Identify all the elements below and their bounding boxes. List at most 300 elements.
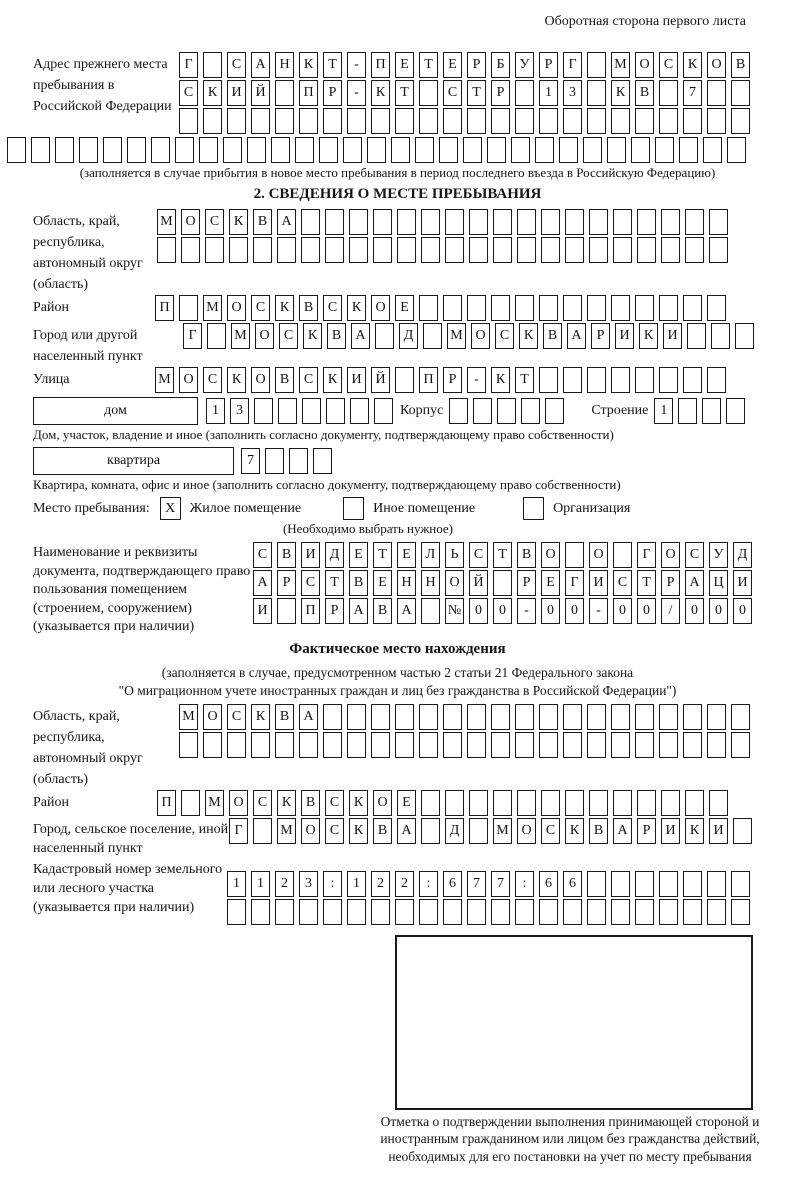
char-cell: 3: [299, 871, 318, 897]
char-cell: [545, 398, 564, 424]
char-cell: Г: [637, 542, 656, 568]
char-cell: Г: [565, 570, 584, 596]
char-cell: [395, 704, 414, 730]
char-cell: И: [615, 323, 634, 349]
cadastral-row2: [227, 899, 755, 925]
char-cell: [683, 295, 702, 321]
char-cell: М: [179, 704, 198, 730]
char-cell: [583, 137, 602, 163]
actual-city-label: Город, сельское поселение, иной населенный пункт: [33, 821, 229, 856]
char-cell: Р: [323, 80, 342, 106]
char-cell: Е: [541, 570, 560, 596]
char-cell: [635, 732, 654, 758]
char-cell: 1: [347, 871, 366, 897]
char-cell: [277, 237, 296, 263]
char-cell: [229, 237, 248, 263]
char-cell: М: [447, 323, 466, 349]
char-cell: [347, 899, 366, 925]
char-cell: [439, 137, 458, 163]
char-cell: [687, 323, 706, 349]
char-cell: А: [277, 209, 296, 235]
char-cell: [367, 137, 386, 163]
char-cell: [611, 899, 630, 925]
char-cell: В: [373, 818, 392, 844]
char-cell: :: [419, 871, 438, 897]
region-label: Область, край, республика, автономный округ (область): [33, 214, 143, 292]
char-cell: [251, 108, 270, 134]
char-cell: [278, 398, 297, 424]
char-cell: [467, 732, 486, 758]
char-cell: М: [155, 367, 174, 393]
char-cell: [421, 237, 440, 263]
char-cell: [157, 237, 176, 263]
char-cell: [275, 108, 294, 134]
char-cell: [103, 137, 122, 163]
char-cell: С: [179, 80, 198, 106]
house-row: [33, 396, 762, 426]
char-cell: [295, 137, 314, 163]
char-cell: Ц: [709, 570, 728, 596]
char-cell: Т: [515, 367, 534, 393]
char-cell: [203, 108, 222, 134]
actual-city-block: [33, 818, 762, 858]
char-cell: [227, 732, 246, 758]
char-cell: В: [543, 323, 562, 349]
char-cell: [247, 137, 266, 163]
stroenie-label: Строение: [591, 403, 649, 418]
char-cell: [563, 367, 582, 393]
char-cell: В: [373, 598, 392, 624]
char-cell: [445, 209, 464, 235]
char-cell: [181, 237, 200, 263]
char-cell: [637, 790, 656, 816]
char-cell: [702, 398, 721, 424]
char-cell: В: [301, 790, 320, 816]
char-cell: С: [659, 52, 678, 78]
char-cell: [539, 108, 558, 134]
char-cell: [637, 209, 656, 235]
char-cell: [254, 398, 273, 424]
char-cell: [275, 80, 294, 106]
char-cell: Д: [733, 542, 752, 568]
street-label: Улица: [33, 372, 70, 387]
char-cell: [395, 899, 414, 925]
char-cell: М: [157, 209, 176, 235]
char-cell: 0: [685, 598, 704, 624]
char-cell: [709, 790, 728, 816]
char-cell: К: [275, 295, 294, 321]
char-cell: [541, 237, 560, 263]
char-cell: [679, 137, 698, 163]
char-cell: [443, 704, 462, 730]
char-cell: [299, 732, 318, 758]
char-cell: С: [279, 323, 298, 349]
char-cell: [175, 137, 194, 163]
char-cell: [251, 899, 270, 925]
char-cell: [469, 237, 488, 263]
char-cell: [323, 732, 342, 758]
char-cell: №: [445, 598, 464, 624]
char-cell: [326, 398, 345, 424]
char-cell: [151, 137, 170, 163]
char-cell: [319, 137, 338, 163]
char-cell: К: [299, 52, 318, 78]
char-cell: 1: [227, 871, 246, 897]
char-cell: [539, 367, 558, 393]
char-cell: [587, 295, 606, 321]
char-cell: 3: [230, 398, 249, 424]
char-cell: [541, 209, 560, 235]
char-cell: [611, 108, 630, 134]
char-cell: [589, 209, 608, 235]
char-cell: Р: [539, 52, 558, 78]
prev-address-row1: [179, 52, 755, 78]
char-cell: [205, 237, 224, 263]
char-cell: К: [349, 790, 368, 816]
char-cell: Р: [443, 367, 462, 393]
char-cell: [421, 790, 440, 816]
char-cell: [371, 899, 390, 925]
prev-address-row2: [179, 80, 755, 106]
char-cell: К: [491, 367, 510, 393]
char-cell: [659, 871, 678, 897]
char-cell: В: [275, 367, 294, 393]
char-cell: К: [349, 818, 368, 844]
char-cell: К: [229, 209, 248, 235]
char-cell: [709, 209, 728, 235]
char-cell: [271, 137, 290, 163]
char-cell: П: [155, 295, 174, 321]
char-cell: [683, 704, 702, 730]
char-cell: [517, 790, 536, 816]
house-box-label: дом: [33, 397, 198, 425]
char-cell: 0: [637, 598, 656, 624]
district-block: [33, 295, 762, 323]
char-cell: М: [203, 295, 222, 321]
char-cell: [421, 209, 440, 235]
actual-city-row: [229, 818, 757, 844]
char-cell: [419, 732, 438, 758]
char-cell: О: [471, 323, 490, 349]
char-cell: В: [589, 818, 608, 844]
char-cell: 0: [565, 598, 584, 624]
char-cell: Р: [325, 598, 344, 624]
char-cell: К: [519, 323, 538, 349]
char-cell: [371, 732, 390, 758]
char-cell: [373, 209, 392, 235]
char-cell: [473, 398, 492, 424]
char-cell: С: [251, 295, 270, 321]
actual-location-title: Фактическое место нахождения: [289, 640, 506, 657]
char-cell: М: [493, 818, 512, 844]
char-cell: Й: [251, 80, 270, 106]
char-cell: О: [541, 542, 560, 568]
char-cell: [635, 871, 654, 897]
char-cell: [515, 732, 534, 758]
char-cell: -: [347, 52, 366, 78]
char-cell: П: [371, 52, 390, 78]
char-cell: [419, 295, 438, 321]
char-cell: Н: [275, 52, 294, 78]
char-cell: [731, 704, 750, 730]
char-cell: 7: [683, 80, 702, 106]
street-row: [155, 367, 731, 393]
char-cell: [419, 704, 438, 730]
house-note: Дом, участок, владение и иное (заполнить согласно документу, подтверждающему право собственности): [33, 427, 614, 442]
char-cell: [587, 704, 606, 730]
char-cell: К: [323, 367, 342, 393]
char-cell: Н: [397, 570, 416, 596]
char-cell: [395, 367, 414, 393]
char-cell: А: [397, 598, 416, 624]
char-cell: [493, 570, 512, 596]
char-cell: М: [611, 52, 630, 78]
char-cell: Г: [179, 52, 198, 78]
char-cell: [637, 237, 656, 263]
char-cell: К: [371, 80, 390, 106]
char-cell: [587, 871, 606, 897]
char-cell: [515, 899, 534, 925]
char-cell: О: [373, 790, 392, 816]
char-cell: К: [227, 367, 246, 393]
char-cell: С: [299, 367, 318, 393]
char-cell: [515, 704, 534, 730]
char-cell: [707, 732, 726, 758]
char-cell: [535, 137, 554, 163]
char-cell: [302, 398, 321, 424]
char-cell: [323, 704, 342, 730]
char-cell: О: [661, 542, 680, 568]
char-cell: [179, 108, 198, 134]
char-cell: [301, 237, 320, 263]
prev-address-row4: [7, 137, 762, 163]
char-cell: И: [733, 570, 752, 596]
char-cell: [7, 137, 26, 163]
char-cell: И: [227, 80, 246, 106]
apartment-box-label: квартира: [33, 447, 234, 475]
char-cell: [443, 732, 462, 758]
document-block: [33, 542, 762, 637]
char-cell: [517, 209, 536, 235]
char-cell: Т: [325, 570, 344, 596]
char-cell: С: [227, 704, 246, 730]
char-cell: [313, 448, 332, 474]
char-cell: [299, 108, 318, 134]
char-cell: [323, 108, 342, 134]
char-cell: О: [589, 542, 608, 568]
char-cell: Т: [493, 542, 512, 568]
char-cell: 1: [539, 80, 558, 106]
char-cell: Д: [445, 818, 464, 844]
char-cell: [487, 137, 506, 163]
char-cell: [253, 237, 272, 263]
stroenie-cells: [654, 398, 750, 424]
char-cell: [611, 704, 630, 730]
char-cell: К: [303, 323, 322, 349]
stay-type-checkbox-residential: X: [160, 497, 181, 520]
char-cell: [563, 295, 582, 321]
char-cell: С: [323, 295, 342, 321]
char-cell: [467, 704, 486, 730]
char-cell: А: [613, 818, 632, 844]
char-cell: [395, 732, 414, 758]
char-cell: С: [253, 790, 272, 816]
char-cell: [467, 295, 486, 321]
char-cell: [373, 237, 392, 263]
char-cell: [491, 899, 510, 925]
char-cell: [423, 323, 442, 349]
char-cell: Е: [395, 295, 414, 321]
char-cell: 0: [493, 598, 512, 624]
char-cell: А: [299, 704, 318, 730]
char-cell: О: [203, 704, 222, 730]
char-cell: [325, 237, 344, 263]
char-cell: Б: [491, 52, 510, 78]
char-cell: [469, 209, 488, 235]
char-cell: [559, 137, 578, 163]
char-cell: -: [467, 367, 486, 393]
cadastral-block: [33, 858, 762, 927]
char-cell: К: [685, 818, 704, 844]
char-cell: Р: [591, 323, 610, 349]
char-cell: А: [351, 323, 370, 349]
char-cell: [349, 209, 368, 235]
section2-title: 2. СВЕДЕНИЯ О МЕСТЕ ПРЕБЫВАНИЯ: [253, 186, 542, 202]
char-cell: [397, 237, 416, 263]
char-cell: А: [251, 52, 270, 78]
char-cell: [661, 209, 680, 235]
char-cell: О: [445, 570, 464, 596]
char-cell: [493, 209, 512, 235]
stay-type-option-other-premises: Иное помещение: [373, 500, 476, 516]
char-cell: [325, 209, 344, 235]
char-cell: [678, 398, 697, 424]
char-cell: [565, 790, 584, 816]
char-cell: А: [685, 570, 704, 596]
char-cell: О: [251, 367, 270, 393]
char-cell: [371, 704, 390, 730]
char-cell: С: [613, 570, 632, 596]
char-cell: Л: [421, 542, 440, 568]
char-cell: [683, 367, 702, 393]
prev-address-label: Адрес прежнего места пребывания в Российской Федерации: [33, 57, 172, 114]
cadastral-row1: [227, 871, 755, 897]
char-cell: Т: [467, 80, 486, 106]
char-cell: О: [301, 818, 320, 844]
document-row1: [253, 542, 757, 568]
stay-type-option-residential: Жилое помещение: [189, 500, 302, 516]
char-cell: Т: [637, 570, 656, 596]
char-cell: [419, 80, 438, 106]
char-cell: [587, 367, 606, 393]
char-cell: [659, 704, 678, 730]
char-cell: О: [707, 52, 726, 78]
char-cell: [443, 108, 462, 134]
char-cell: [635, 108, 654, 134]
char-cell: К: [611, 80, 630, 106]
region-row2: [157, 237, 733, 263]
char-cell: [707, 704, 726, 730]
stamp-box: [395, 935, 753, 1110]
char-cell: [611, 871, 630, 897]
char-cell: 6: [443, 871, 462, 897]
char-cell: [659, 367, 678, 393]
char-cell: В: [275, 704, 294, 730]
char-cell: В: [327, 323, 346, 349]
char-cell: [251, 732, 270, 758]
char-cell: К: [683, 52, 702, 78]
char-cell: [587, 80, 606, 106]
char-cell: Д: [325, 542, 344, 568]
char-cell: [55, 137, 74, 163]
char-cell: [374, 398, 393, 424]
char-cell: Т: [373, 542, 392, 568]
char-cell: 2: [275, 871, 294, 897]
char-cell: [445, 237, 464, 263]
char-cell: [635, 295, 654, 321]
char-cell: А: [567, 323, 586, 349]
street-block: [33, 367, 762, 395]
char-cell: [613, 237, 632, 263]
char-cell: [469, 790, 488, 816]
char-cell: [443, 899, 462, 925]
char-cell: [661, 237, 680, 263]
actual-district-label: Район: [33, 794, 69, 810]
char-cell: [613, 542, 632, 568]
char-cell: В: [517, 542, 536, 568]
char-cell: О: [179, 367, 198, 393]
char-cell: [731, 80, 750, 106]
char-cell: [659, 108, 678, 134]
char-cell: О: [371, 295, 390, 321]
char-cell: 1: [206, 398, 225, 424]
char-cell: И: [661, 818, 680, 844]
char-cell: [707, 899, 726, 925]
char-cell: [683, 732, 702, 758]
document-row2: [253, 570, 757, 596]
char-cell: [515, 80, 534, 106]
char-cell: [397, 209, 416, 235]
char-cell: [515, 108, 534, 134]
char-cell: [683, 899, 702, 925]
char-cell: Р: [661, 570, 680, 596]
char-cell: 0: [469, 598, 488, 624]
char-cell: [683, 871, 702, 897]
actual-district-row: [157, 790, 733, 816]
char-cell: [469, 818, 488, 844]
char-cell: [491, 108, 510, 134]
char-cell: [253, 818, 272, 844]
char-cell: [517, 237, 536, 263]
char-cell: [289, 448, 308, 474]
char-cell: И: [347, 367, 366, 393]
char-cell: В: [253, 209, 272, 235]
char-cell: [463, 137, 482, 163]
document-label: Наименование и реквизиты документа, подтверждающего право пользования помещением (строением, сооружением) (указывается при наличии): [33, 545, 251, 634]
char-cell: 0: [709, 598, 728, 624]
char-cell: [541, 790, 560, 816]
char-cell: Г: [183, 323, 202, 349]
char-cell: [199, 137, 218, 163]
char-cell: Е: [397, 790, 416, 816]
char-cell: [491, 704, 510, 730]
char-cell: [421, 818, 440, 844]
char-cell: С: [203, 367, 222, 393]
char-cell: 7: [467, 871, 486, 897]
char-cell: 2: [395, 871, 414, 897]
char-cell: [565, 542, 584, 568]
char-cell: [703, 137, 722, 163]
